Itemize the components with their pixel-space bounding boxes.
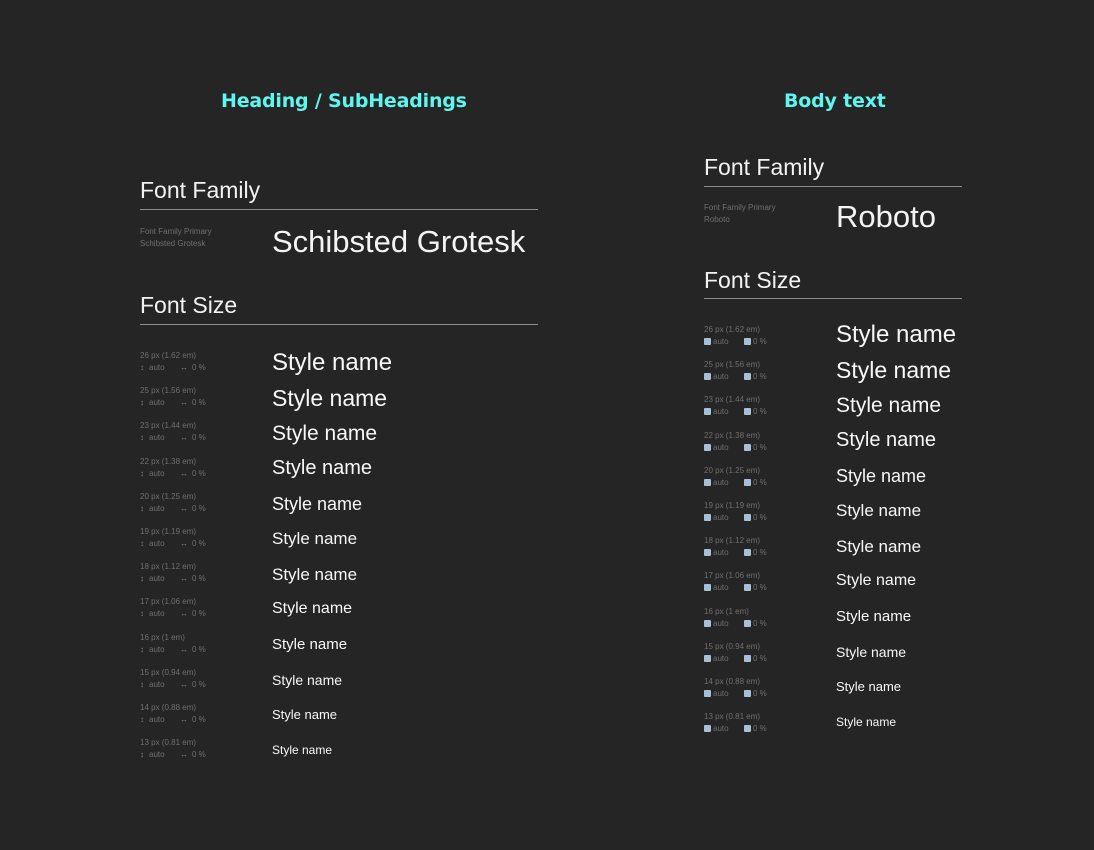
size-label: 26 px (1.62 em) [704,325,761,334]
size-label: 22 px (1.38 em) [704,430,761,440]
font-family-meta [140,226,212,250]
vertical-arrows-icon: ↕ [140,715,144,724]
letter-spacing-icon [744,514,751,521]
letter-spacing-icon [744,690,751,697]
size-meta [140,702,206,726]
font-family-value: Schibsted Grotesk [140,239,206,248]
letter-spacing-text: 0 % [192,363,206,372]
size-metrics [140,538,206,550]
letter-spacing-icon [744,373,751,380]
size-meta [704,641,767,665]
vertical-arrows-icon: ↕ [140,574,144,584]
line-height-icon [704,690,711,697]
line-height-text: auto [713,442,729,452]
style-name-sample: Style name [836,572,917,590]
vertical-arrows-icon: ↕ [140,398,144,408]
line-height-icon [704,479,711,486]
letter-spacing-value [744,477,767,489]
size-metrics [704,371,767,383]
letter-spacing-value [180,573,206,585]
size-meta [140,491,206,515]
line-height-text: auto [713,724,729,734]
size-meta [704,570,767,594]
size-metrics [140,749,206,761]
line-height-value [140,644,180,656]
style-name-sample: Style name [836,536,922,556]
line-height-value [704,477,744,489]
style-name-sample: Style name [836,607,912,625]
line-height-text: auto [713,477,729,487]
letter-spacing-text: 0 % [753,407,767,417]
style-name-sample: Style name [272,384,388,411]
size-metrics [704,406,767,418]
size-metrics [704,442,767,454]
vertical-arrows-icon: ↕ [140,468,144,478]
line-height-text: auto [149,574,165,584]
style-name-sample: Style name [272,349,393,377]
size-meta [704,394,767,418]
letter-spacing-text: 0 % [753,442,767,452]
style-name-sample: Style name [272,421,378,445]
size-meta [704,430,767,454]
line-height-text: auto [713,513,729,522]
style-name-sample: Style name [272,671,343,688]
font-size-heading: Font Size [140,292,238,318]
letter-spacing-value [180,468,206,480]
vertical-arrows-icon: ↕ [140,503,144,513]
style-name-sample: Style name [836,679,902,695]
letter-spacing-value [180,644,206,656]
line-height-value [704,653,744,665]
size-metrics [704,582,767,594]
line-height-text: auto [713,337,729,346]
style-name-sample: Style name [272,493,363,514]
letter-spacing-value [744,653,767,665]
line-height-text: auto [713,618,729,628]
letter-spacing-text: 0 % [192,503,206,513]
font-family-divider [140,209,538,210]
style-name-sample: Style name [272,600,353,618]
horizontal-arrows-icon: ↔ [180,644,188,654]
size-meta [704,676,767,700]
style-name-sample: Style name [272,529,358,549]
letter-spacing-icon [744,725,751,732]
style-name-sample: Style name [836,393,942,417]
line-height-value [704,336,744,348]
vertical-arrows-icon: ↕ [140,609,144,619]
letter-spacing-value [180,362,206,374]
letter-spacing-value [744,406,767,418]
line-height-icon [704,655,711,662]
size-meta [704,465,767,489]
size-label: 20 px (1.25 em) [704,465,761,475]
size-meta [140,561,206,585]
line-height-value [140,714,180,726]
style-name-sample: Style name [272,707,338,723]
letter-spacing-value [744,582,767,594]
vertical-arrows-icon: ↕ [140,433,144,443]
body-font-family-meta [704,202,776,226]
line-height-icon [704,584,711,591]
horizontal-arrows-icon: ↔ [180,539,188,548]
letter-spacing-text: 0 % [753,689,767,698]
letter-spacing-value [744,442,767,454]
size-metrics [140,432,206,444]
letter-spacing-text: 0 % [192,609,206,619]
line-height-value [140,362,180,374]
letter-spacing-text: 0 % [753,583,767,593]
size-metrics [140,362,206,374]
letter-spacing-value [744,723,767,735]
line-height-text: auto [713,689,729,698]
size-metrics [140,573,206,585]
vertical-arrows-icon: ↕ [140,644,144,654]
style-name-sample: Style name [272,564,358,584]
letter-spacing-text: 0 % [753,477,767,487]
size-meta [704,359,767,383]
size-label: 25 px (1.56 em) [704,360,761,370]
letter-spacing-value [744,336,767,348]
size-label: 16 px (1 em) [140,632,185,642]
line-height-value [704,582,744,594]
body-font-family-label: Font Family Primary [704,203,776,212]
line-height-value [140,432,180,444]
line-height-text: auto [149,398,165,408]
letter-spacing-value [744,618,767,630]
line-height-icon [704,620,711,627]
size-meta [704,500,767,524]
line-height-value [704,371,744,383]
line-height-icon [704,444,711,451]
horizontal-arrows-icon: ↔ [180,468,188,478]
letter-spacing-icon [744,620,751,627]
letter-spacing-text: 0 % [192,679,206,689]
size-label: 26 px (1.62 em) [140,351,197,360]
line-height-text: auto [149,468,165,478]
size-meta [140,737,206,761]
size-meta [140,667,206,691]
line-height-icon [704,549,711,556]
vertical-arrows-icon: ↕ [140,750,144,760]
size-label: 17 px (1.06 em) [704,571,761,581]
line-height-text: auto [713,653,729,663]
line-height-text: auto [149,609,165,619]
size-metrics [704,547,767,559]
size-label: 20 px (1.25 em) [140,491,197,501]
letter-spacing-text: 0 % [192,468,206,478]
letter-spacing-icon [744,408,751,415]
line-height-text: auto [149,750,165,760]
heading-column-title: Heading / SubHeadings [221,90,467,112]
size-label: 13 px (0.81 em) [704,712,761,722]
style-name-sample: Style name [836,465,927,486]
letter-spacing-value [180,538,206,550]
style-name-sample: Style name [272,635,348,653]
letter-spacing-icon [744,549,751,556]
line-height-text: auto [149,503,165,513]
horizontal-arrows-icon: ↔ [180,363,188,372]
letter-spacing-value [180,608,206,620]
style-name-sample: Style name [836,356,952,383]
letter-spacing-value [180,397,206,409]
letter-spacing-text: 0 % [192,398,206,408]
body-font-family-heading: Font Family [704,154,825,180]
vertical-arrows-icon: ↕ [140,363,144,372]
size-meta [140,420,206,444]
size-label: 23 px (1.44 em) [704,395,761,405]
line-height-text: auto [149,715,165,724]
body-font-family-value: Roboto [704,215,730,224]
body-font-family-divider [704,186,962,187]
line-height-icon [704,408,711,415]
letter-spacing-icon [744,584,751,591]
horizontal-arrows-icon: ↔ [180,574,188,584]
size-label: 16 px (1 em) [704,606,749,616]
size-label: 23 px (1.44 em) [140,421,197,431]
body-font-family-sample: Roboto [836,199,936,234]
horizontal-arrows-icon: ↔ [180,609,188,619]
horizontal-arrows-icon: ↔ [180,398,188,408]
letter-spacing-text: 0 % [192,539,206,548]
letter-spacing-text: 0 % [753,513,767,522]
size-label: 19 px (1.19 em) [704,501,761,510]
font-family-heading: Font Family [140,177,261,203]
size-label: 18 px (1.12 em) [140,562,197,572]
size-label: 17 px (1.06 em) [140,597,197,607]
size-meta [704,324,767,348]
size-label: 15 px (0.94 em) [140,667,197,677]
style-name-sample: Style name [836,429,937,452]
size-label: 15 px (0.94 em) [704,641,761,651]
line-height-text: auto [713,407,729,417]
body-font-size-divider [704,298,962,299]
size-meta [704,535,767,559]
horizontal-arrows-icon: ↔ [180,503,188,513]
size-label: 13 px (0.81 em) [140,738,197,748]
size-metrics [704,477,767,489]
line-height-text: auto [149,644,165,654]
line-height-text: auto [149,679,165,689]
letter-spacing-text: 0 % [753,724,767,734]
line-height-value [140,608,180,620]
line-height-value [140,679,180,691]
style-name-sample: Style name [272,742,333,757]
letter-spacing-text: 0 % [192,644,206,654]
letter-spacing-value [180,432,206,444]
size-metrics [704,618,767,630]
letter-spacing-text: 0 % [753,548,767,558]
letter-spacing-text: 0 % [192,433,206,443]
line-height-text: auto [713,583,729,593]
size-label: 19 px (1.19 em) [140,527,197,536]
letter-spacing-icon [744,655,751,662]
line-height-value [140,397,180,409]
line-height-icon [704,514,711,521]
size-meta [140,350,206,374]
size-meta [140,632,206,656]
size-meta [140,596,206,620]
line-height-icon [704,373,711,380]
size-meta [704,711,767,735]
size-label: 14 px (0.88 em) [140,703,197,712]
letter-spacing-text: 0 % [192,574,206,584]
size-metrics [140,644,206,656]
size-meta [140,385,206,409]
font-size-divider [140,324,538,325]
size-metrics [140,679,206,691]
letter-spacing-value [180,679,206,691]
size-metrics [140,608,206,620]
body-font-size-heading: Font Size [704,267,802,293]
line-height-text: auto [713,548,729,558]
style-name-sample: Style name [836,321,957,349]
size-metrics [140,503,206,515]
horizontal-arrows-icon: ↔ [180,750,188,760]
line-height-value [704,688,744,700]
line-height-value [704,547,744,559]
letter-spacing-text: 0 % [192,715,206,724]
line-height-text: auto [149,363,165,372]
letter-spacing-text: 0 % [753,372,767,382]
letter-spacing-value [744,688,767,700]
line-height-value [704,723,744,735]
line-height-value [140,573,180,585]
line-height-value [140,503,180,515]
letter-spacing-value [180,714,206,726]
line-height-value [704,512,744,524]
size-label: 18 px (1.12 em) [704,536,761,546]
style-name-sample: Style name [836,501,922,521]
size-meta [704,606,767,630]
letter-spacing-value [744,547,767,559]
size-metrics [704,723,767,735]
size-label: 22 px (1.38 em) [140,456,197,466]
vertical-arrows-icon: ↕ [140,539,144,548]
line-height-icon [704,725,711,732]
size-metrics [704,512,767,524]
line-height-value [704,618,744,630]
style-name-sample: Style name [272,457,373,480]
letter-spacing-text: 0 % [753,653,767,663]
line-height-value [704,406,744,418]
style-name-sample: Style name [836,714,897,729]
letter-spacing-icon [744,338,751,345]
size-metrics [140,397,206,409]
letter-spacing-icon [744,479,751,486]
size-metrics [704,688,767,700]
line-height-value [140,749,180,761]
line-height-icon [704,338,711,345]
letter-spacing-value [744,512,767,524]
letter-spacing-value [180,503,206,515]
size-label: 14 px (0.88 em) [704,677,761,686]
line-height-value [140,538,180,550]
letter-spacing-value [744,371,767,383]
vertical-arrows-icon: ↕ [140,679,144,689]
letter-spacing-text: 0 % [192,750,206,760]
size-label: 25 px (1.56 em) [140,386,197,396]
line-height-text: auto [149,433,165,443]
letter-spacing-text: 0 % [753,337,767,346]
size-meta [140,456,206,480]
font-family-sample: Schibsted Grotesk [272,224,526,259]
line-height-value [704,442,744,454]
letter-spacing-value [180,749,206,761]
line-height-value [140,468,180,480]
line-height-text: auto [149,539,165,548]
body-column-title: Body text [784,90,886,112]
line-height-text: auto [713,372,729,382]
horizontal-arrows-icon: ↔ [180,715,188,724]
font-family-label: Font Family Primary [140,227,212,236]
size-metrics [704,653,767,665]
size-metrics [140,714,206,726]
horizontal-arrows-icon: ↔ [180,679,188,689]
size-meta [140,526,206,550]
letter-spacing-text: 0 % [753,618,767,628]
size-metrics [704,336,767,348]
style-name-sample: Style name [836,643,907,660]
letter-spacing-icon [744,444,751,451]
size-metrics [140,468,206,480]
horizontal-arrows-icon: ↔ [180,433,188,443]
